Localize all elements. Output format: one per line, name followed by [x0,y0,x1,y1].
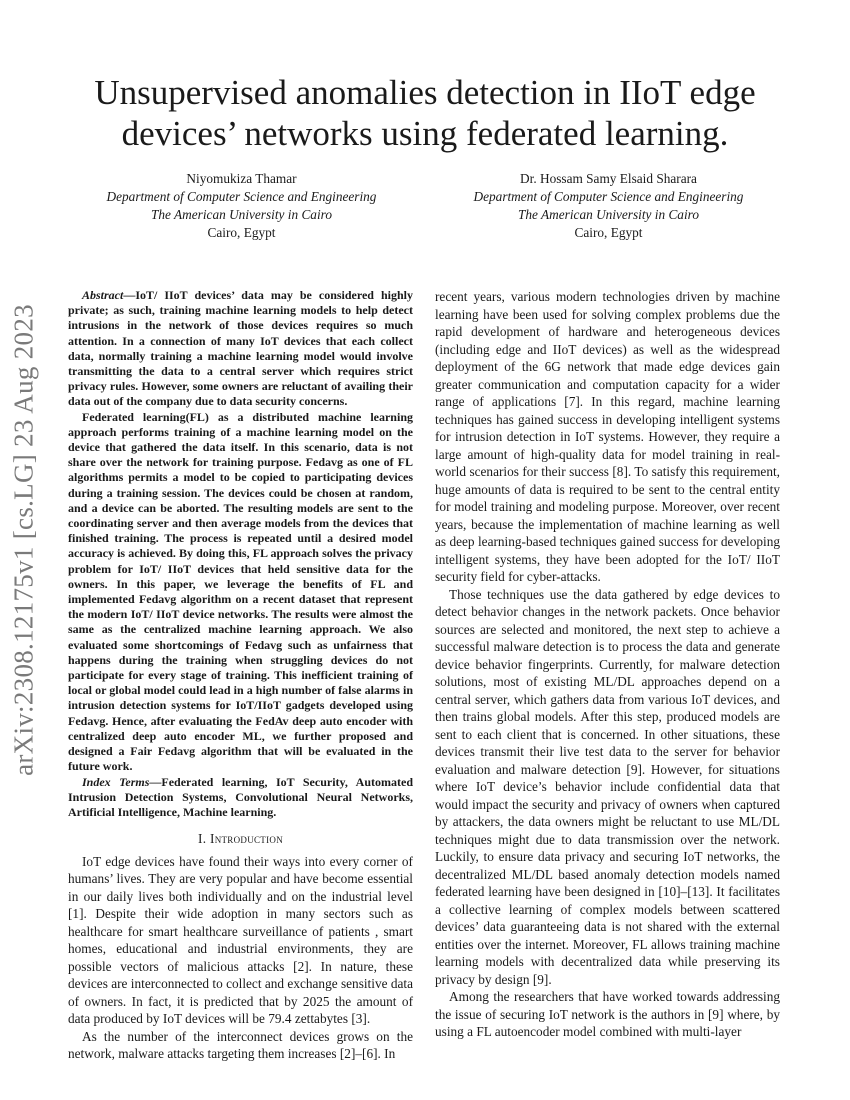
intro-paragraph-4: Those techniques use the data gathered by edge devices to detect behavior changes in the network packets. Once behavior sources are selected and monitored, the next step to achieve a successful malware detection is to process the data and generate device behavior fingerprints. Currently, for malware detection solutions, most of existing ML/DL approaches depend on a central server, which gathers data from various IoT devices, and then trains global models. After this step, produced models are sent to each client that is concerned. In other situations, these devices transmit their live test data to the server for behavior evaluation and malware detection [9]. However, for situations where IoT device’s behavior include confidential data that would impact the security and privacy of owners when captured by attackers, the data owners might be reluctant to use ML/DL techniques might due to data transmission over the network. Luckily, to ensure data privacy and securing IoT networks, the decentralized ML/DL based anomaly detection models named federated learning have been designed in [10]–[13]. It facilitates a collective learning of complex models between scattered devices’ data guaranteeing data is not shared with the external entities over the internet. Moreover, FL allows training machine learning models with decentralized data while preserving its privacy by design [9]. [435,586,780,987]
abstract-paragraph-1 [68,288,413,410]
intro-paragraph-2: As the number of the interconnect devices grows on the network, malware attacks targeting them increases [2]–[6]. In [68,1028,413,1062]
author-department: Department of Computer Science and Engineering [473,189,744,204]
left-column [68,288,413,1063]
index-terms [68,775,413,821]
index-terms-label: Index Terms [82,774,150,789]
author-name: Niyomukiza Thamar [186,171,297,186]
author-location: Cairo, Egypt [207,225,276,240]
intro-paragraph-3: recent years, various modern technologies driven by machine learning have been used for solving complex problems due the rapid development of hardware and heterogeneous devices (including edge and IIoT devices) as well as the widespread deployment of the 6G network that made edge devices gain greater communication and computation capacity for a wider range of applications [7]. In this regard, machine learning techniques has gained success in developing intelligent systems for intrusion detection in IoT systems. However, they require a large amount of high-quality data for model training in real-world scenarios for their success [8]. To satisfy this requirement, huge amounts of data is required to be sent to the central entity for model training and modeling purpose. Moreover, over recent years, because the implementation of machine learning as well as deep learning-based techniques gained success for developing intelligent systems, they have been adopted for the IoT/ IIoT security field for cyber-attacks. [435,289,780,584]
intro-paragraph-1: IoT edge devices have found their ways into every corner of humans’ lives. They are very popular and have become essential in our daily lives both individually and on the industrial level [1]. Despite their wide adoption in many sectors such as healthcare for smart healthcare surveillance of patients , smart homes, educational and industrial environments, they are possible vectors of malicious attacks [2]. In nature, these devices are interconnected to collect and exchange sensitive data of owners. In fact, it is predicted that by 2025 the amount of data produced by IoT devices will be 79.4 zettabytes [3]. [68,853,413,1027]
author-2 [425,170,792,242]
abstract [68,288,413,820]
author-1 [58,170,425,242]
section-heading-introduction: I. Introduction [198,831,283,847]
abstract-text-1: IoT/ IIoT devices’ data may be considered highly private; as such, training machine learning models to help detect intrusions in the network of those devices requires so much attention. In a connection of many IoT devices that each collect data, normally training a machine learning model would involve transmitting the data to a central server which requires strict privacy rules. However, some owners are reluctant of availing their data out of the company due to data security concerns. [68,288,413,409]
author-location: Cairo, Egypt [574,225,643,240]
arxiv-identifier-text: arXiv:2308.12175v1 [cs.LG] 23 Aug 2023 [8,304,39,776]
intro-paragraph-5: Among the researchers that have worked towards addressing the issue of securing IoT network is the authors in [9] where, by using a FL autoencoder model combined with multi-layer [435,989,780,1039]
abstract-dash: — [123,288,136,302]
author-university: The American University in Cairo [518,207,699,222]
paper-title: Unsupervised anomalies detection in IIoT edge devices’ networks using federated learning. [94,73,756,153]
author-name: Dr. Hossam Samy Elsaid Sharara [520,171,697,186]
abstract-paragraph-2: Federated learning(FL) as a distributed machine learning approach performs training of a machine learning model on the device that gathered the data itself. In this scenario, data is not share over the network for training purpose. Fedavg as one of FL algorithms permits a model to be copied to participating devices during a training session. The devices could be chosen at random, and a device can be aborted. The resulting models are sent to the coordinating server and then average models from the devices that finished training. The process is repeated until a desired model accuracy is achieved. By doing this, FL approach solves the privacy problem for IoT/ IIoT devices that held sensitive data for the owners. In this paper, we leverage the benefits of FL and implemented Fedavg algorithm on a recent dataset that represent the modern IoT/ IIoT device networks. The results were almost the same as the centralized machine learning approach. We also evaluated some shortcomings of Fedavg such as unfairness that happens during the training when struggling devices do not participate for every stage of training. This inefficient training of local or global model could lead in a high number of false alarms in intrusion detection systems for IoT/IIoT gadgets developed using Fedavg. Hence, after evaluating the FedAv deep auto encoder with centralized deep auto encoder ML, we further proposed and designed a Fair Fedavg algorithm that will be evaluated in the future work. [68,409,413,774]
index-terms-text: Federated learning, IoT Security, Automated Intrusion Detection Systems, Convolutional Neural Networks, Artificial Intelligence, Machine learning. [68,774,414,819]
author-block [58,170,792,242]
index-terms-dash: — [149,774,162,789]
right-column [435,288,780,1041]
author-department: Department of Computer Science and Engineering [106,189,377,204]
author-university: The American University in Cairo [151,207,332,222]
abstract-label: Abstract [82,288,124,302]
arxiv-identifier [4,290,44,790]
